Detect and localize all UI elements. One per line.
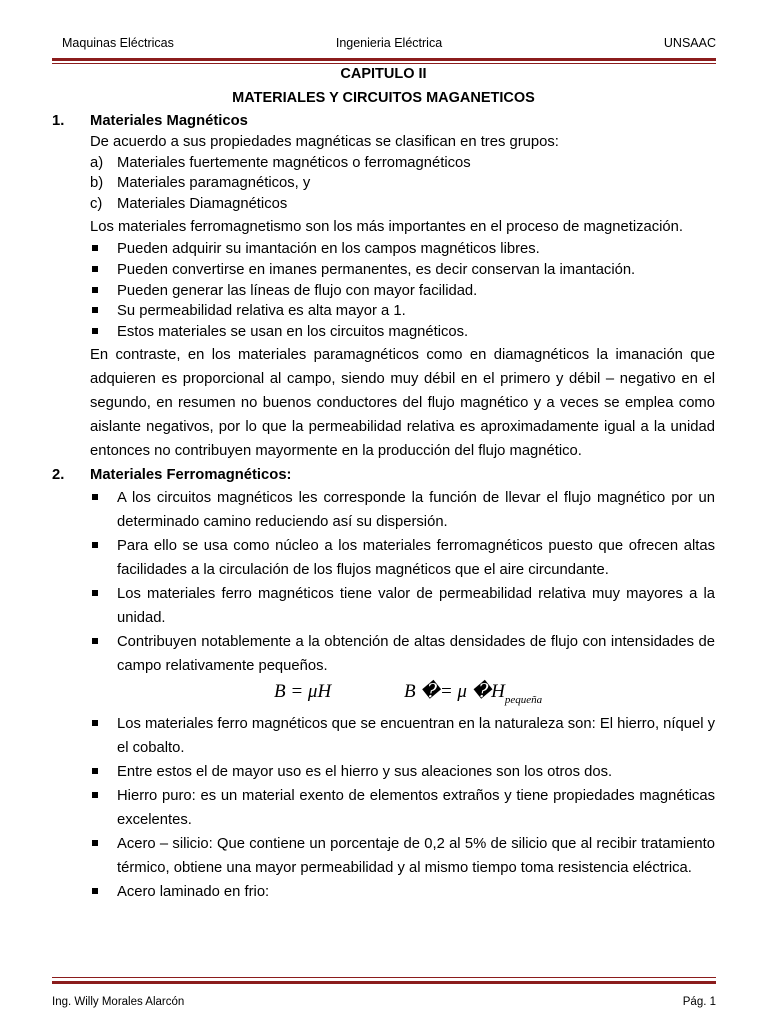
group-item (52, 194, 715, 215)
bullet-square-icon (92, 590, 98, 596)
list-item-text: Los materiales ferro magnéticos que se encuentran en la naturaleza son: El hierro, níquel y el cobalto. (117, 715, 715, 756)
list-item (52, 239, 715, 260)
group-key: c) (90, 196, 103, 213)
group-text: Materiales fuertemente magnéticos o ferromagnéticos (117, 154, 471, 171)
group-item (52, 153, 715, 174)
section-2-bullet-list-b (52, 712, 715, 904)
chapter-number: CAPITULO II (340, 66, 427, 82)
header-rule-thick (52, 58, 716, 61)
section-1-paragraph-2: En contraste, en los materiales paramagnéticos como en diamagnéticos la imanación que adquieren es proporcional al campo, siendo muy débil en el primero y débil – negativo en el segundo, en resumen no buenos conductores del flujo magnético y a veces se emplea como aislante negativos, por lo que la permeabilidad relativa es aproximadamente igual a la unidad entonces no contribuyen mayormente en la producción del flujo magnético. (90, 346, 715, 459)
bullet-square-icon (92, 287, 98, 293)
bullet-square-icon (92, 494, 98, 500)
footer-author: Ing. Willy Morales Alarcón (52, 996, 185, 1008)
formula-flux-density: B = μH (274, 680, 332, 702)
formula-row (52, 678, 715, 712)
list-item-text: Acero – silicio: Que contiene un porcentaje de 0,2 al 5% de silicio que al recibir tratamiento térmico, obtiene una mayor permeabilidad y al mismo tiempo toma resistencia eléctrica. (117, 835, 715, 876)
list-item-text: Pueden adquirir su imantación en los campos magnéticos libres. (117, 240, 540, 257)
header-faculty: Ingenieria Eléctrica (335, 36, 443, 50)
list-item-text: Acero laminado en frio: (117, 883, 270, 900)
list-item-text: Contribuyen notablemente a la obtención de altas densidades de flujo con intensidades de campo relativamente pequeños. (117, 633, 715, 674)
group-key: a) (90, 154, 104, 171)
list-item-text: Pueden convertirse en imanes permanentes, es decir conservan la imantación. (117, 261, 636, 278)
header-course: Maquinas Eléctricas (62, 36, 174, 50)
section-2-bullet-list-a (52, 486, 715, 678)
formula-main: B �= μ �H (404, 680, 505, 702)
list-item (52, 712, 715, 760)
list-item (52, 880, 715, 904)
list-item (52, 486, 715, 534)
bullet-square-icon (92, 307, 98, 313)
bullet-square-icon (92, 792, 98, 798)
section-2-title: Materiales Ferromagnéticos: (90, 466, 292, 483)
bullet-square-icon (92, 768, 98, 774)
bullet-square-icon (92, 266, 98, 272)
list-item (52, 784, 715, 832)
bullet-square-icon (92, 720, 98, 726)
list-item-text: Su permeabilidad relativa es alta mayor a 1. (117, 303, 406, 320)
list-item-text: Para ello se usa como núcleo a los materiales ferromagnéticos puesto que ofrecen altas facilidades a la circulación de los flujos magnéticos que el aire circundante. (117, 537, 715, 578)
footer-page-number: Pág. 1 (682, 996, 716, 1008)
section-1-number: 1. (52, 113, 65, 129)
list-item (52, 260, 715, 281)
list-item-text: A los circuitos magnéticos les corresponde la función de llevar el flujo magnético por un determinado camino reduciendo así su dispersión. (117, 489, 715, 530)
list-item-text: Pueden generar las líneas de flujo con mayor facilidad. (117, 282, 478, 299)
bullet-square-icon (92, 542, 98, 548)
group-item (52, 173, 715, 194)
formula-flux-density-small-field (404, 682, 542, 711)
group-text: Materiales Diamagnéticos (117, 196, 288, 213)
page-header (62, 36, 716, 54)
section-1-title: Materiales Magnéticos (90, 113, 248, 129)
footer-rule-thick (52, 981, 716, 984)
section-2-heading (52, 465, 715, 486)
list-item (52, 322, 715, 343)
section-1-heading (52, 111, 715, 132)
list-item (52, 582, 715, 630)
group-key: b) (90, 175, 104, 192)
page-content (52, 64, 715, 904)
header-university: UNSAAC (663, 36, 716, 50)
list-item (52, 534, 715, 582)
chapter-title: MATERIALES Y CIRCUITOS MAGANETICOS (232, 90, 535, 106)
bullet-square-icon (92, 245, 98, 251)
formula-subscript: pequeña (504, 693, 543, 706)
bullet-square-icon (92, 840, 98, 846)
section-1-bullet-list (52, 239, 715, 343)
list-item (52, 832, 715, 880)
list-item-text: Los materiales ferro magnéticos tiene valor de permeabilidad relativa muy mayores a la unidad. (117, 585, 715, 626)
list-item-text: Estos materiales se usan en los circuitos magnéticos. (117, 324, 469, 341)
list-item (52, 630, 715, 678)
bullet-square-icon (92, 638, 98, 644)
footer-rule-thin (52, 977, 716, 978)
list-item-text: Hierro puro: es un material exento de elementos extraños y tiene propiedades magnéticas excelentes. (117, 787, 715, 828)
section-1-paragraph-1: Los materiales ferromagnetismo son los más importantes en el proceso de magnetización. (90, 218, 683, 235)
group-text: Materiales paramagnéticos, y (117, 175, 311, 192)
list-item-text: Entre estos el de mayor uso es el hierro y sus aleaciones son los otros dos. (117, 763, 613, 780)
list-item (52, 301, 715, 322)
bullet-square-icon (92, 328, 98, 334)
section-2-number: 2. (52, 466, 65, 483)
list-item (52, 281, 715, 302)
list-item (52, 760, 715, 784)
bullet-square-icon (92, 888, 98, 894)
section-1-intro: De acuerdo a sus propiedades magnéticas se clasifican en tres grupos: (90, 133, 559, 150)
